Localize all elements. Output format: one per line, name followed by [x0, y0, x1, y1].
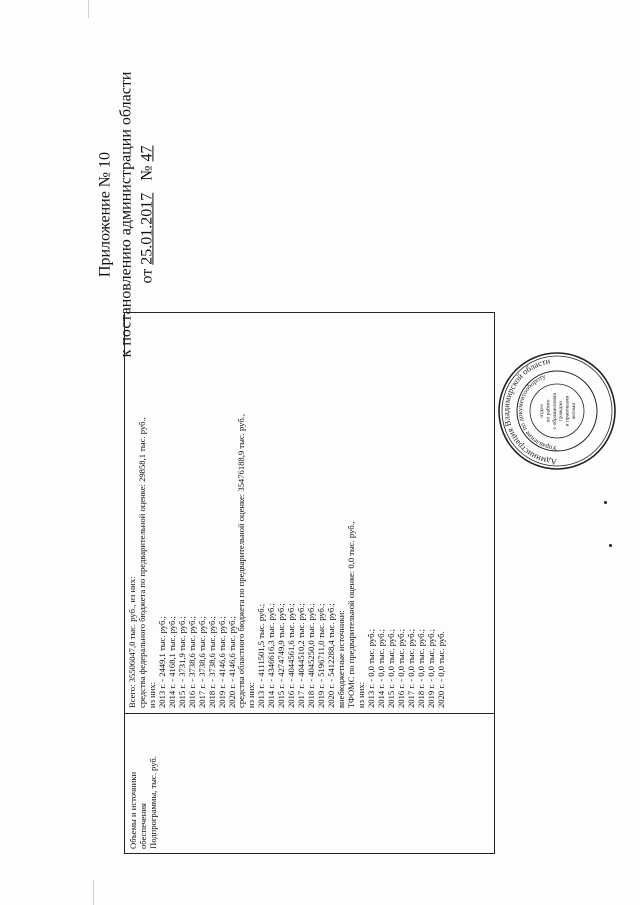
scan-edge-mark: [93, 880, 94, 905]
funding-label-line: Подпрограммы, тыс. руб.: [148, 756, 159, 849]
funding-value-line: 2014 г. - 4168,1 тыс. руб.;: [166, 616, 177, 708]
stamp-outer-text: Администрация Владимирской области: [500, 355, 558, 468]
date-prefix: от: [138, 264, 156, 284]
funding-value-line: 2015 г. - 4274749,9 тыс. руб.;: [276, 603, 287, 708]
funding-value-line: внебюджетные источники:: [336, 610, 347, 708]
stamp-center-text: [539, 393, 577, 430]
funding-value-line: ТФОМС по предварительной оценке: 0,0 тыс. руб.,: [345, 521, 356, 708]
funding-value-line: 2018 г. - 3738,6 тыс. руб.;: [206, 616, 217, 708]
number-prefix: №: [138, 160, 156, 193]
funding-value-line: из них:: [146, 681, 157, 708]
funding-value-line: 2014 г. - 4346616,3 тыс. руб.;: [266, 603, 277, 708]
appendix-number: 47: [138, 144, 156, 161]
page-speck: [609, 544, 612, 547]
funding-value-line: 2015 г. - 3731,9 тыс. руб.;: [176, 616, 187, 708]
funding-value-line: 2020 г. - 4146,6 тыс. руб.;: [226, 616, 237, 708]
funding-table: [124, 312, 495, 854]
funding-label-line: обеспечения: [138, 803, 149, 849]
funding-value-line: 2015 г. - 0,0 тыс. руб.;: [385, 628, 396, 708]
funding-value-line: Всего: 35506047,0 тыс. руб., из них:: [127, 576, 137, 708]
funding-value-line: средства областного бюджета по предварительной оценке: 35476188,9 тыс. руб.,: [236, 414, 247, 708]
stamp-center-line: по работе: [545, 399, 552, 423]
stamp-center-line: и правовыми: [564, 395, 571, 427]
funding-value-line: 2019 г. - 5196711,0 тыс. руб.;: [316, 603, 327, 708]
funding-value-line: 2019 г. - 4146,6 тыс. руб.;: [216, 616, 227, 708]
funding-label-cell: [125, 713, 494, 853]
funding-value-line: 2017 г. - 4044510,2 тыс. руб.;: [296, 603, 307, 708]
appendix-header: [58, 71, 194, 357]
funding-value-line: 2020 г. - 0,0 тыс. руб.: [435, 631, 446, 708]
appendix-title: Приложение № 10: [96, 151, 114, 277]
funding-value-line: 2018 г. - 4045250,0 тыс. руб.;: [306, 603, 317, 708]
page-speck: [604, 501, 607, 504]
stamp-center-line: граждан: [558, 401, 565, 421]
funding-value-line: 2016 г. - 3738,6 тыс. руб.;: [186, 616, 197, 708]
official-stamp: [496, 350, 618, 472]
funding-value-line: средства федерального бюджета по предварительной оценке: 29858,1 тыс. руб.,: [136, 417, 147, 708]
funding-value-line: 2013 г. - 2449,1 тыс. руб.;: [156, 616, 167, 708]
appendix-date: 25.01.2017: [138, 192, 156, 265]
funding-value-line: из них:: [355, 681, 366, 708]
appendix-subtitle: к постановлению администрации области: [117, 71, 135, 357]
funding-value-line: 2017 г. - 0,0 тыс. руб.;: [405, 628, 416, 708]
funding-value-line: 2014 г. - 0,0 тыс. руб.;: [375, 628, 386, 708]
stamp-center-line: отдел: [539, 404, 545, 418]
funding-label-line: Объемы и источники: [128, 771, 138, 849]
funding-value-line: 2018 г. - 0,0 тыс. руб.;: [415, 628, 426, 708]
funding-value-line: 2019 г. - 0,0 тыс. руб.;: [425, 628, 436, 708]
funding-value-line: 2016 г. - 0,0 тыс. руб.;: [395, 628, 406, 708]
funding-value-line: из них:: [246, 681, 257, 708]
funding-value-line: 2020 г. - 5412288,4 тыс. руб.;: [326, 603, 337, 708]
funding-value-line: 2016 г. - 4044561,6 тыс. руб.;: [286, 603, 297, 708]
stamp-inner-text: Управление по документообороту: [516, 373, 558, 452]
stamp-center-line: актами: [571, 402, 577, 420]
funding-table-wrapper: [124, 312, 495, 854]
stamp-center-line: с обращениями: [551, 392, 558, 430]
funding-value-line: 2017 г. - 3738,6 тыс. руб.;: [196, 616, 207, 708]
funding-values-cell: [125, 313, 494, 713]
funding-value-line: 2013 г. - 0,0 тыс. руб.;: [365, 628, 376, 708]
scan-edge-mark: [88, 0, 89, 18]
funding-value-line: 2013 г. - 4111501,5 тыс. руб.;: [256, 603, 267, 708]
